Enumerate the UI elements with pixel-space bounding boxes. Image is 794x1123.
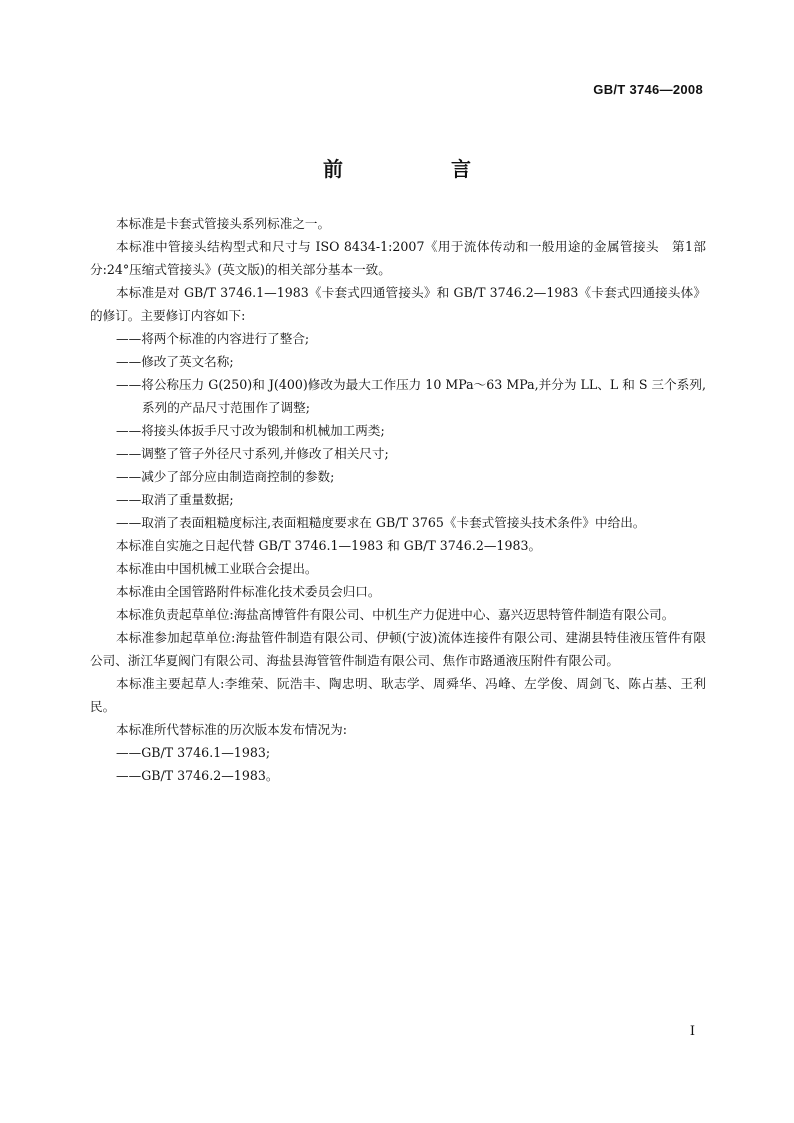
paragraph: 本标准参加起草单位:海盐管件制造有限公司、伊顿(宁波)流体连接件有限公司、建湖县特佳液压管件有限公司、浙江华夏阀门有限公司、海盐县海管管件制造有限公司、焦作市路通液压附件有限公司。 bbox=[90, 630, 706, 668]
page-number: I bbox=[689, 1024, 695, 1039]
list-item: ——取消了重量数据; bbox=[116, 492, 234, 507]
standard-code: GB/T 3746—2008 bbox=[593, 82, 703, 97]
paragraph: 本标准是对 GB/T 3746.1—1983《卡套式四通管接头》和 GB/T 3746.2—1983《卡套式四通接头体》的修订。主要修订内容如下: bbox=[90, 285, 706, 323]
list-item: ——将两个标准的内容进行了整合; bbox=[116, 331, 310, 346]
list-item: ——GB/T 3746.1—1983; bbox=[116, 745, 271, 760]
list-item: ——将接头体扳手尺寸改为锻制和机械加工两类; bbox=[116, 423, 385, 438]
paragraph: 本标准主要起草人:李维荣、阮浩丰、陶忠明、耿志学、周舜华、冯峰、左学俊、周剑飞、陈占基、王利民。 bbox=[90, 676, 706, 714]
section-title: 前 言 bbox=[323, 157, 515, 181]
list-item: ——减少了部分应由制造商控制的参数; bbox=[116, 469, 335, 484]
paragraph: 本标准中管接头结构型式和尺寸与 ISO 8434-1:2007《用于流体传动和一般用途的金属管接头 第1部分:24°压缩式管接头》(英文版)的相关部分基本一致。 bbox=[90, 239, 706, 277]
foreword-body bbox=[90, 212, 706, 787]
paragraph: 本标准由全国管路附件标准化技术委员会归口。 bbox=[116, 584, 381, 599]
paragraph: 本标准所代替标准的历次版本发布情况为: bbox=[116, 722, 347, 737]
paragraph: 本标准是卡套式管接头系列标准之一。 bbox=[116, 216, 331, 231]
list-item: ——调整了管子外径尺寸系列,并修改了相关尺寸; bbox=[116, 446, 389, 461]
list-item: ——GB/T 3746.2—1983。 bbox=[116, 768, 279, 783]
list-item: ——取消了表面粗糙度标注,表面粗糙度要求在 GB/T 3765《卡套式管接头技术条件》中给出。 bbox=[116, 515, 646, 530]
paragraph: 本标准自实施之日起代替 GB/T 3746.1—1983 和 GB/T 3746.2—1983。 bbox=[116, 538, 542, 553]
list-item: ——修改了英文名称; bbox=[116, 354, 234, 369]
list-item: ——将公称压力 G(250)和 J(400)修改为最大工作压力 10 MPa～63 MPa,并分为 LL、L 和 S 三个系列,系列的产品尺寸范围作了调整; bbox=[116, 377, 706, 415]
paragraph: 本标准负责起草单位:海盐高博管件有限公司、中机生产力促进中心、嘉兴迈思特管件制造有限公司。 bbox=[116, 607, 675, 622]
paragraph: 本标准由中国机械工业联合会提出。 bbox=[116, 561, 318, 576]
